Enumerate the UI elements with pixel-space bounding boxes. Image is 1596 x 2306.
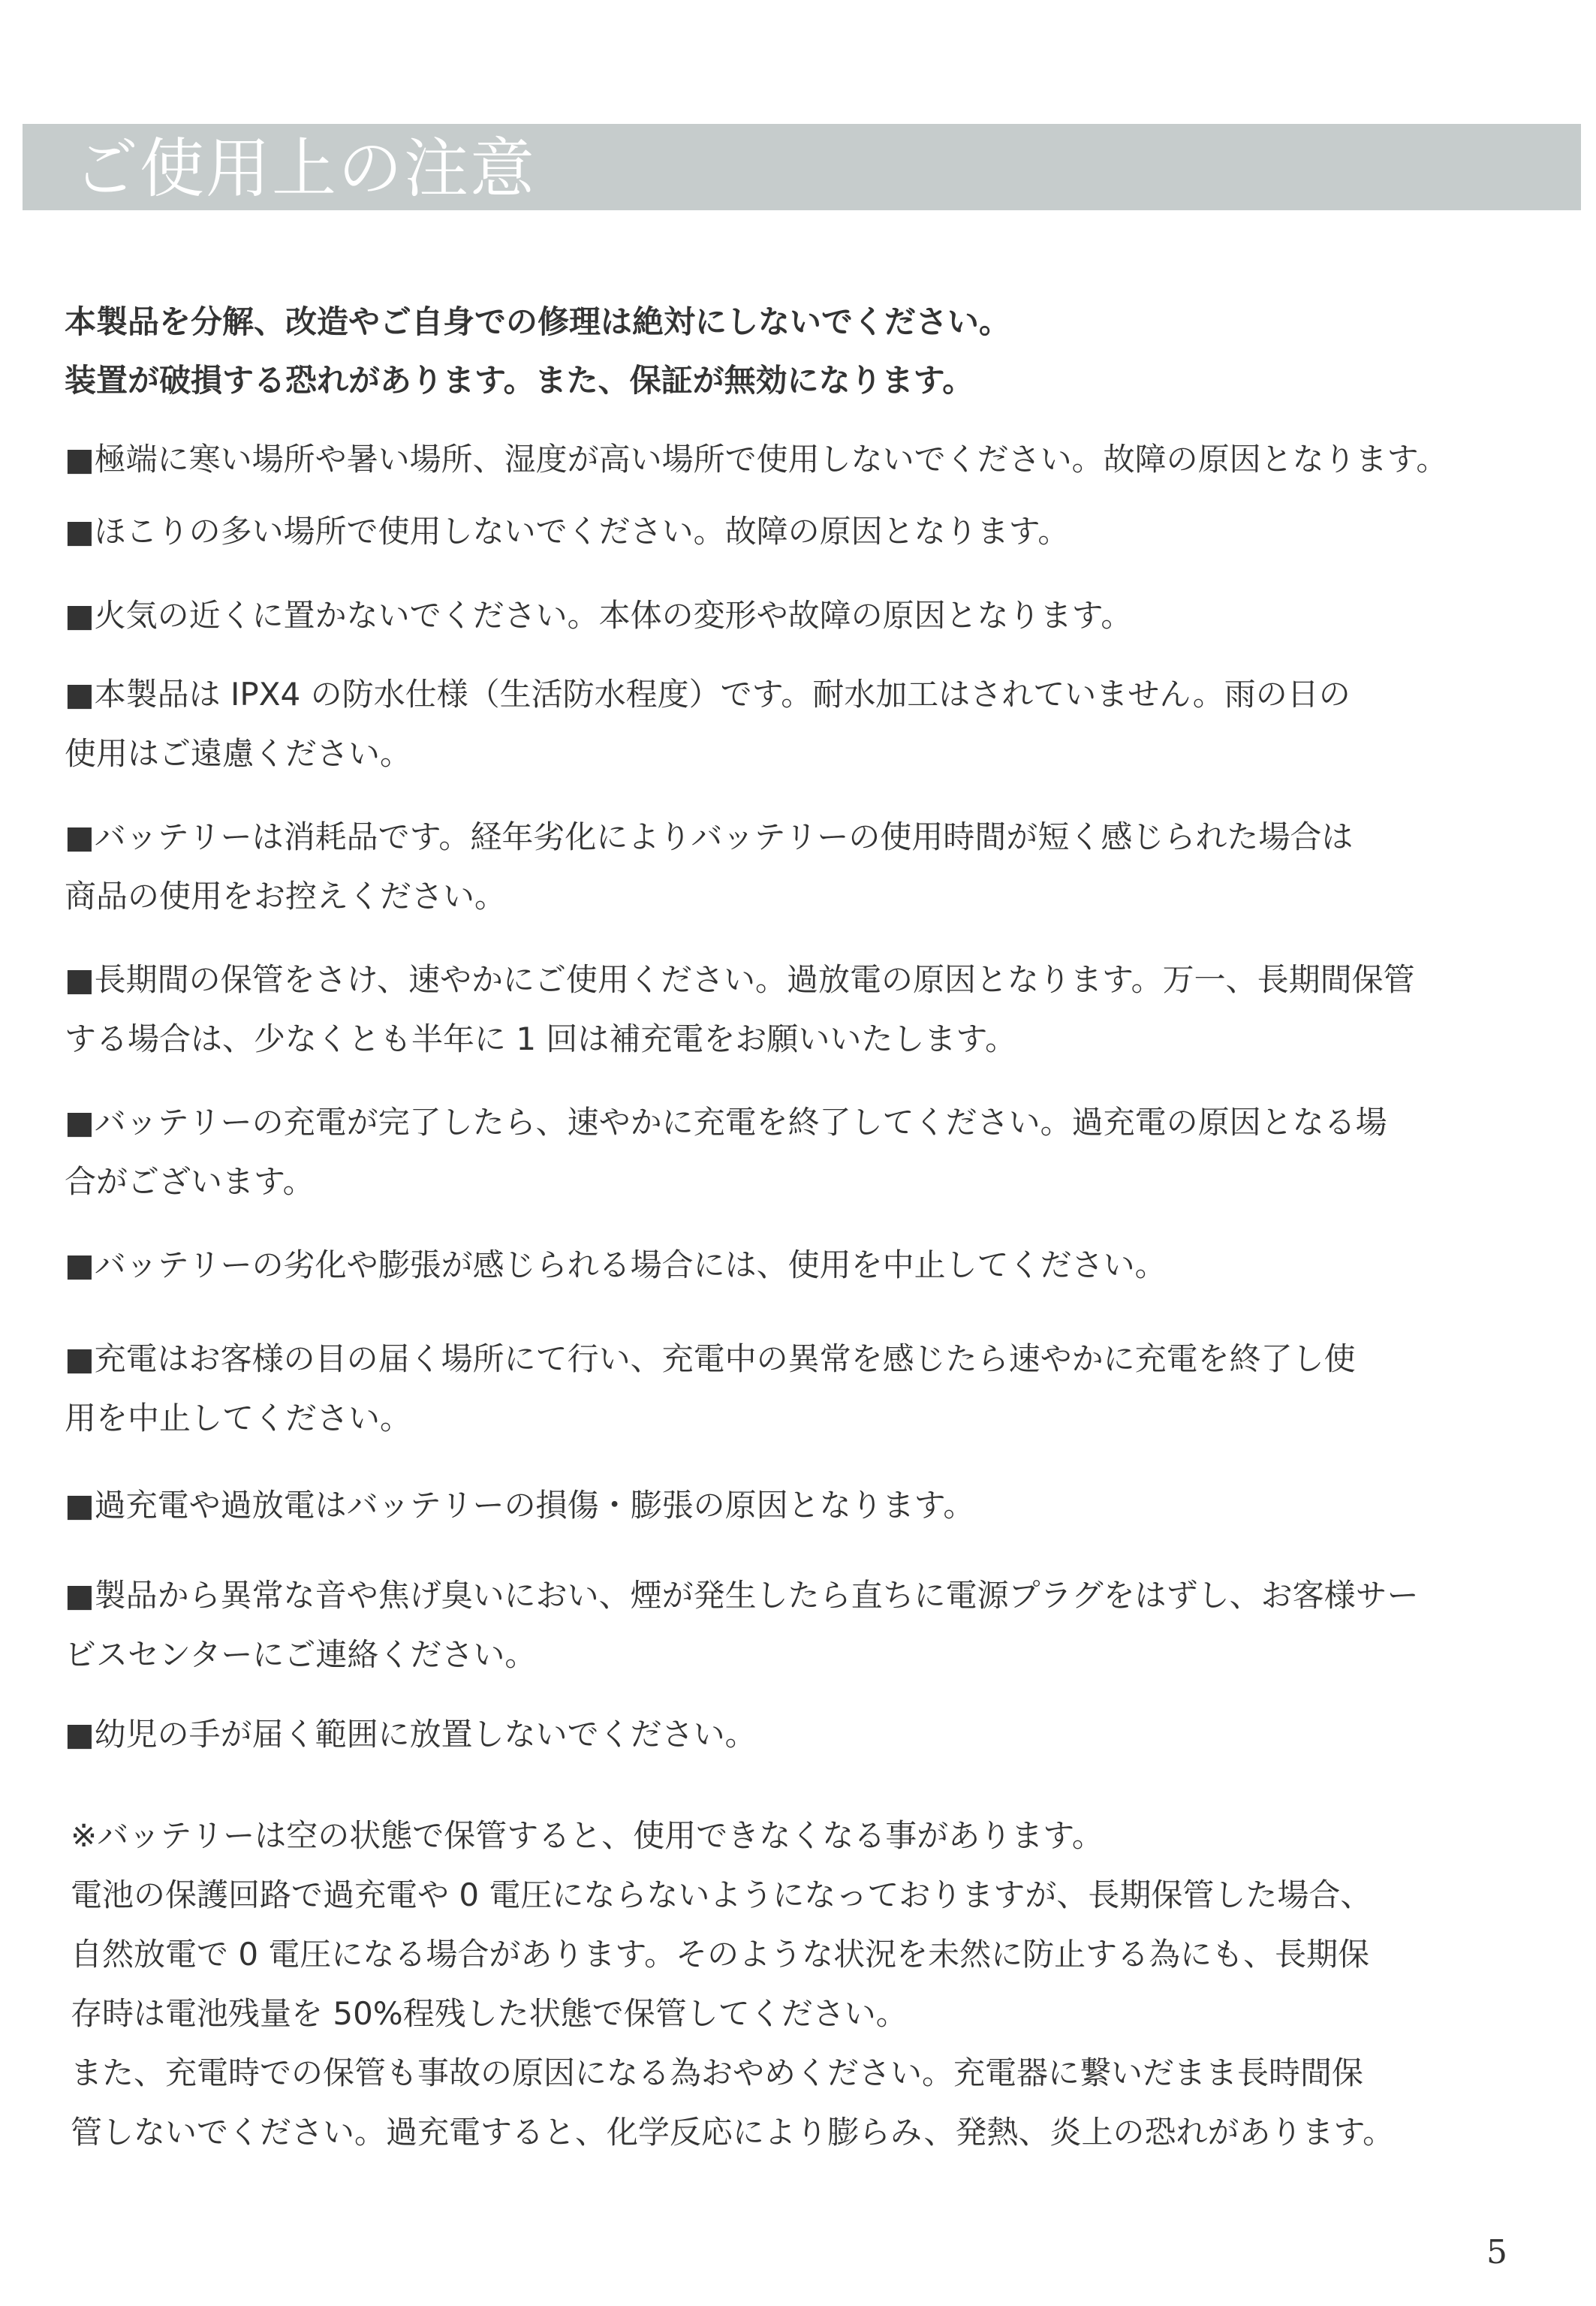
caution-line: ■過充電や過放電はバッテリーの損傷・膨張の原因となります。	[65, 1487, 975, 1524]
caution-line: ■幼児の手が届く範囲に放置しないでください。	[65, 1716, 757, 1753]
caution-line: ■バッテリーは消耗品です。経年劣化によりバッテリーの使用時間が短く感じられた場合は	[65, 818, 1354, 855]
caution-line: ■極端に寒い場所や暑い場所、湿度が高い場所で使用しないでください。故障の原因となります。	[65, 441, 1448, 478]
intro-line: 本製品を分解、改造やご自身での修理は絶対にしないでください。	[65, 303, 1011, 340]
caution-line: ■ほこりの多い場所で使用しないでください。故障の原因となります。	[65, 513, 1070, 550]
battery-note	[71, 1806, 1542, 2162]
caution-item	[65, 950, 1539, 1069]
caution-item	[65, 502, 1539, 561]
caution-item	[65, 1093, 1539, 1211]
caution-item	[65, 1705, 1539, 1764]
caution-line: ビスセンターにご連絡ください。	[65, 1636, 537, 1673]
note-line: また、充電時での保管も事故の原因になる為おやめください。充電器に繋いだまま長時間保	[71, 2054, 1364, 2091]
caution-item	[65, 1329, 1539, 1448]
page-title: ご使用上の注意	[74, 131, 536, 206]
caution-line: ■充電はお客様の目の届く場所にて行い、充電中の異常を感じたら速やかに充電を終了し使	[65, 1340, 1356, 1377]
caution-item	[65, 1476, 1539, 1535]
intro-warning	[65, 293, 1551, 410]
caution-line: 商品の使用をお控えください。	[65, 878, 507, 915]
caution-line: ■バッテリーの劣化や膨張が感じられる場合には、使用を中止してください。	[65, 1246, 1167, 1283]
caution-line: ■長期間の保管をさけ、速やかにご使用ください。過放電の原因となります。万一、長期間保管	[65, 961, 1415, 998]
caution-line: ■バッテリーの充電が完了したら、速やかに充電を終了してください。過充電の原因となる場	[65, 1104, 1387, 1141]
caution-line: ■火気の近くに置かないでください。本体の変形や故障の原因となります。	[65, 597, 1133, 634]
caution-line: する場合は、少なくとも半年に 1 回は補充電をお願いいたします。	[65, 1020, 1017, 1057]
caution-item	[65, 430, 1539, 489]
caution-line: 用を中止してください。	[65, 1400, 412, 1436]
caution-item	[65, 1235, 1539, 1295]
intro-line: 装置が破損する恐れがあります。また、保証が無効になります。	[65, 362, 974, 399]
note-line: 存時は電池残量を 50%程残した状態で保管してください。	[71, 1995, 908, 2032]
note-line: ※バッテリーは空の状態で保管すると、使用できなくなる事があります。	[71, 1817, 1104, 1854]
note-line: 管しないでください。過充電すると、化学反応により膨らみ、発熱、炎上の恐れがあります。	[71, 2114, 1395, 2151]
caution-line: ■本製品は IPX4 の防水仕様（生活防水程度）です。耐水加工はされていません。雨の日の	[65, 676, 1351, 713]
caution-line: 合がございます。	[65, 1163, 315, 1200]
note-line: 自然放電で 0 電圧になる場合があります。そのような状況を未然に防止する為にも、長期保	[71, 1936, 1370, 1973]
caution-line: 使用はご遠慮ください。	[65, 735, 412, 772]
caution-item	[65, 1566, 1539, 1684]
caution-item	[65, 586, 1539, 645]
caution-line: ■製品から異常な音や焦げ臭いにおい、煙が発生したら直ちに電源プラグをはずし、お客様サー	[65, 1577, 1419, 1614]
note-line: 電池の保護回路で過充電や 0 電圧にならないようになっておりますが、長期保管した場合、	[71, 1876, 1372, 1913]
caution-item	[65, 807, 1539, 926]
page-number: 5	[1486, 2233, 1507, 2271]
caution-item	[65, 665, 1539, 783]
